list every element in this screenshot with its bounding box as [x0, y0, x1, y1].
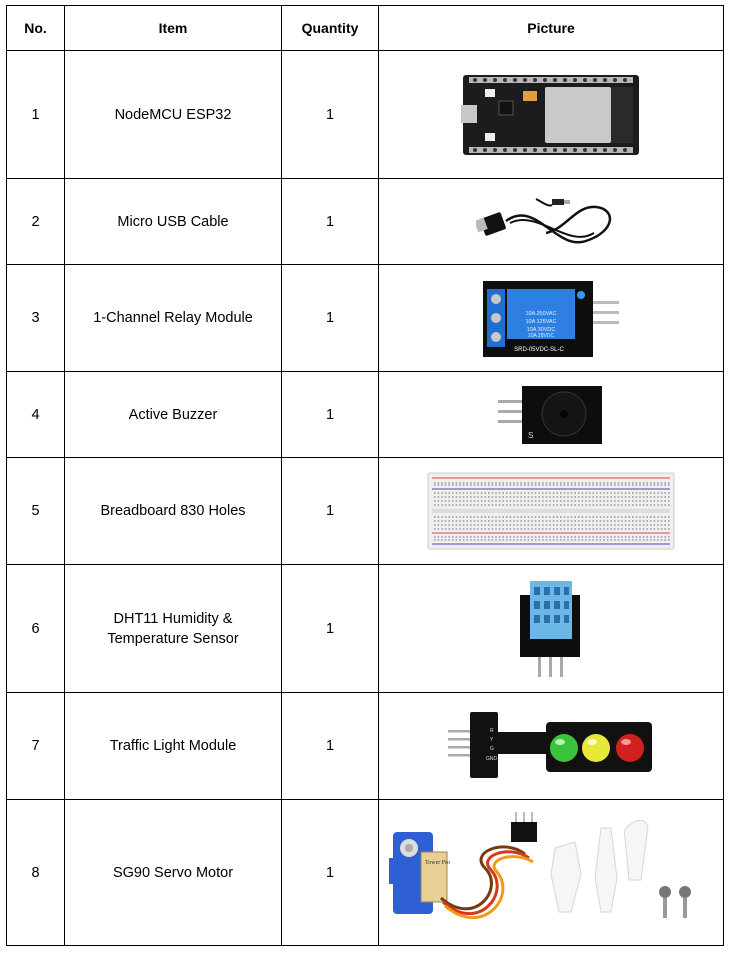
picture-cell	[379, 372, 724, 458]
row-number: 5	[7, 458, 65, 565]
picture-cell	[379, 800, 724, 946]
picture-cell	[379, 51, 724, 179]
header-quantity: Quantity	[282, 6, 379, 51]
traffic-pin-g: G	[490, 746, 494, 752]
header-item: Item	[65, 6, 282, 51]
traffic-pin-r: R	[490, 728, 494, 734]
item-quantity: 1	[282, 372, 379, 458]
picture-cell	[379, 565, 724, 693]
header-picture: Picture	[379, 6, 724, 51]
table-row	[7, 565, 724, 693]
item-quantity: 1	[282, 800, 379, 946]
item-name: SG90 Servo Motor	[65, 800, 282, 946]
row-number: 6	[7, 565, 65, 693]
picture-cell	[379, 265, 724, 372]
header-row	[7, 6, 724, 51]
item-quantity: 1	[282, 265, 379, 372]
item-name: Micro USB Cable	[65, 179, 282, 265]
traffic-light-module-image	[446, 708, 656, 784]
item-quantity: 1	[282, 458, 379, 565]
item-name: Traffic Light Module	[65, 693, 282, 800]
row-number: 2	[7, 179, 65, 265]
row-number: 7	[7, 693, 65, 800]
row-number: 1	[7, 51, 65, 179]
usb-cable-image	[476, 189, 626, 255]
picture-cell	[379, 458, 724, 565]
dht11-sensor-image	[516, 579, 586, 679]
table-row	[7, 372, 724, 458]
header-no: No.	[7, 6, 65, 51]
relay-rating-1: 10A 250VAC	[525, 311, 557, 317]
table-row	[7, 265, 724, 372]
item-name: 1-Channel Relay Module	[65, 265, 282, 372]
item-quantity: 1	[282, 51, 379, 179]
table-row	[7, 458, 724, 565]
relay-module-image	[481, 275, 621, 361]
table-row	[7, 693, 724, 800]
servo-motor-image	[385, 808, 725, 938]
breadboard-image	[426, 469, 676, 553]
picture-cell	[379, 179, 724, 265]
item-quantity: 1	[282, 693, 379, 800]
esp32-board-image	[461, 67, 641, 163]
item-name: Breadboard 830 Holes	[65, 458, 282, 565]
table-row	[7, 179, 724, 265]
buzzer-pin-label: S	[528, 430, 534, 440]
buzzer-image	[496, 382, 606, 448]
item-name: Active Buzzer	[65, 372, 282, 458]
traffic-pin-gnd: GND	[486, 756, 498, 762]
svg-text:10A 125VAC	[525, 319, 556, 325]
svg-text:10A 28VDC	[528, 333, 555, 339]
relay-model-label: SRD-05VDC-SL-C	[514, 347, 564, 353]
servo-brand-label: Tower Pro	[425, 859, 451, 866]
item-name: NodeMCU ESP32	[65, 51, 282, 179]
row-number: 8	[7, 800, 65, 946]
table-row	[7, 800, 724, 946]
table-row	[7, 51, 724, 179]
traffic-pin-y: Y	[490, 737, 494, 743]
relay-rating-2: 10A 125VAC	[525, 319, 557, 325]
picture-cell	[379, 693, 724, 800]
row-number: 3	[7, 265, 65, 372]
item-quantity: 1	[282, 179, 379, 265]
row-number: 4	[7, 372, 65, 458]
relay-rating-4: 10A 28VDC	[527, 333, 555, 339]
item-name: DHT11 Humidity & Temperature Sensor	[65, 565, 282, 693]
parts-table	[6, 5, 724, 946]
item-quantity: 1	[282, 565, 379, 693]
svg-text:10A 250VAC	[525, 311, 556, 317]
relay-rating-3: 10A 30VDC	[526, 327, 556, 333]
